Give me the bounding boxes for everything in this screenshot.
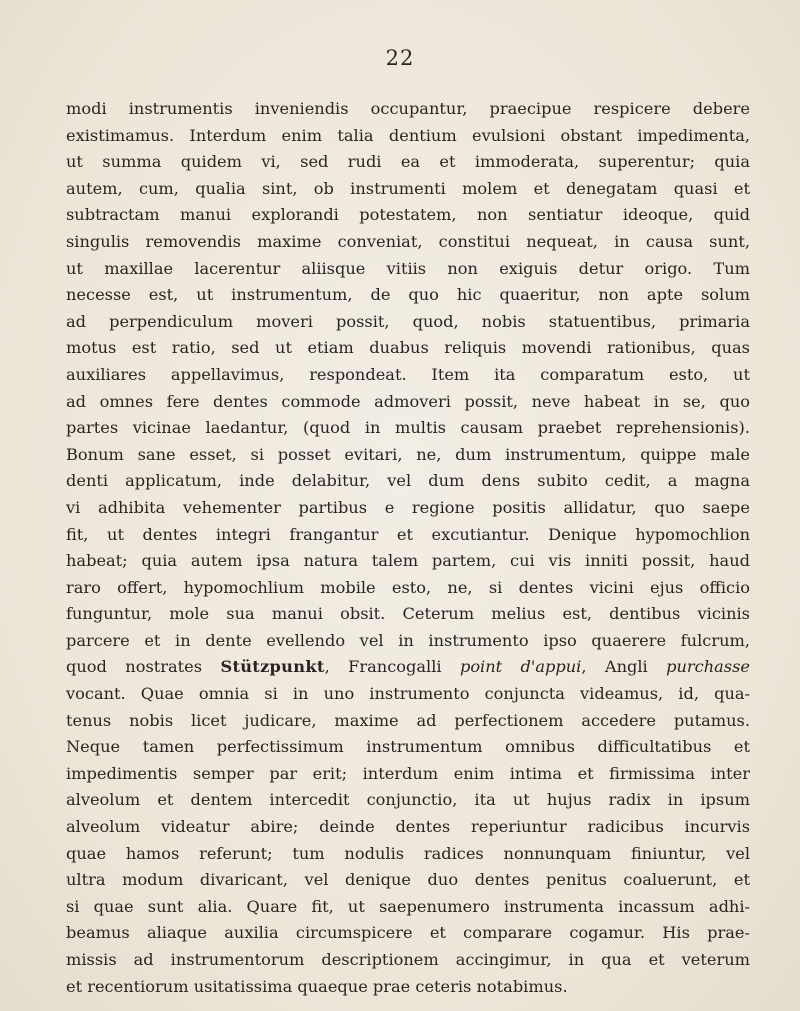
text-line: Neque tamen perfectissimum instrumentum omnibus difficultatibus et <box>66 737 750 757</box>
text-line: singulis removendis maxime conveniat, constitui nequeat, in causa sunt, <box>66 231 750 251</box>
text-line: missis ad instrumentorum descriptionem accingimur, in qua et veterum <box>66 950 750 969</box>
text-line: si quae sunt alia. Quare fit, ut saepenumero instrumenta incassum adhi- <box>66 896 750 916</box>
text-line <box>66 654 750 681</box>
text-line: motus est ratio, sed ut etiam duabus reliquis movendi rationibus, quas <box>66 338 750 358</box>
text-line: impedimentis semper par erit; interdum enim intima et firmissima inter <box>66 763 750 783</box>
text-line: habeat; quia autem ipsa natura talem partem, cui vis inniti possit, haud <box>66 551 750 571</box>
text-line: denti applicatum, inde delabitur, vel dum dens subito cedit, a magna <box>66 471 750 491</box>
text-line: Bonum sane esset, si posset evitari, ne, dum instrumentum, quippe male <box>66 444 750 464</box>
text-line: ultra modum divaricant, vel denique duo dentes penitus coaluerunt, et <box>66 870 750 890</box>
text-line: ut summa quidem vi, sed rudi ea et immoderata, superentur; quia <box>66 152 750 172</box>
text-line: alveolum videatur abire; deinde dentes reperiuntur radicibus incurvis <box>66 817 750 837</box>
text-line: vi adhibita vehementer partibus e regione positis allidatur, quo saepe <box>66 497 750 517</box>
text-line: subtractam manui explorandi potestatem, non sentiatur ideoque, quid <box>66 205 750 225</box>
text-line: beamus aliaque auxilia circumspicere et comparare cogamur. His prae- <box>66 923 750 943</box>
text-line: et recentiorum usitatissima quaeque prae ceteris notabimus. <box>66 976 568 996</box>
text-line: auxiliares appellavimus, respondeat. Item ita comparatum esto, ut <box>66 364 750 384</box>
text-line: necesse est, ut instrumentum, de quo hic quaeritur, non apte solum <box>66 285 750 305</box>
text-line: partes vicinae laedantur, (quod in multis causam praebet reprehensionis). <box>66 418 750 438</box>
text-line: modi instrumentis inveniendis occupantur, praecipue respicere debere <box>66 99 750 118</box>
text-line: tenus nobis licet judicare, maxime ad perfectionem accedere putamus. <box>66 710 750 730</box>
text-line: ad perpendiculum moveri possit, quod, nobis statuentibus, primaria <box>66 311 750 331</box>
text-line: parcere et in dente evellendo vel in instrumento ipso quaerere fulcrum, <box>66 630 750 650</box>
text-fragment: quod nostrates <box>66 657 221 677</box>
text-line: ad omnes fere dentes commode admoveri possit, neve habeat in se, quo <box>66 391 750 411</box>
text-line: ut maxillae lacerentur aliisque vitiis non exiguis detur origo. Tum <box>66 258 750 278</box>
text-fragment: , Francogalli <box>324 657 460 677</box>
text-line: vocant. Quae omnia si in uno instrumento conjuncta videamus, id, qua- <box>66 684 750 704</box>
german-term: Stützpunkt <box>220 657 325 677</box>
text-line: raro offert, hypomochlium mobile esto, ne, si dentes vicini ejus officio <box>66 577 750 597</box>
italic-term: point d'appui <box>459 657 582 677</box>
text-line: alveolum et dentem intercedit conjunctio, ita ut hujus radix in ipsum <box>66 790 750 810</box>
text-line: existimamus. Interdum enim talia dentium evulsioni obstant impedimenta, <box>66 125 750 145</box>
text-line: autem, cum, qualia sint, ob instrumenti molem et denegatam quasi et <box>66 178 750 198</box>
text-line: fit, ut dentes integri frangantur et excutiantur. Denique hypomochlion <box>66 524 750 544</box>
italic-term: purchasse <box>666 657 750 677</box>
body-text <box>66 96 750 1000</box>
text-line: quae hamos referunt; tum nodulis radices nonnunquam finiuntur, vel <box>66 843 750 863</box>
page-number: 22 <box>385 46 415 70</box>
text-fragment: , Angli <box>581 657 667 677</box>
text-line: funguntur, mole sua manui obsit. Ceterum melius est, dentibus vicinis <box>66 604 750 624</box>
